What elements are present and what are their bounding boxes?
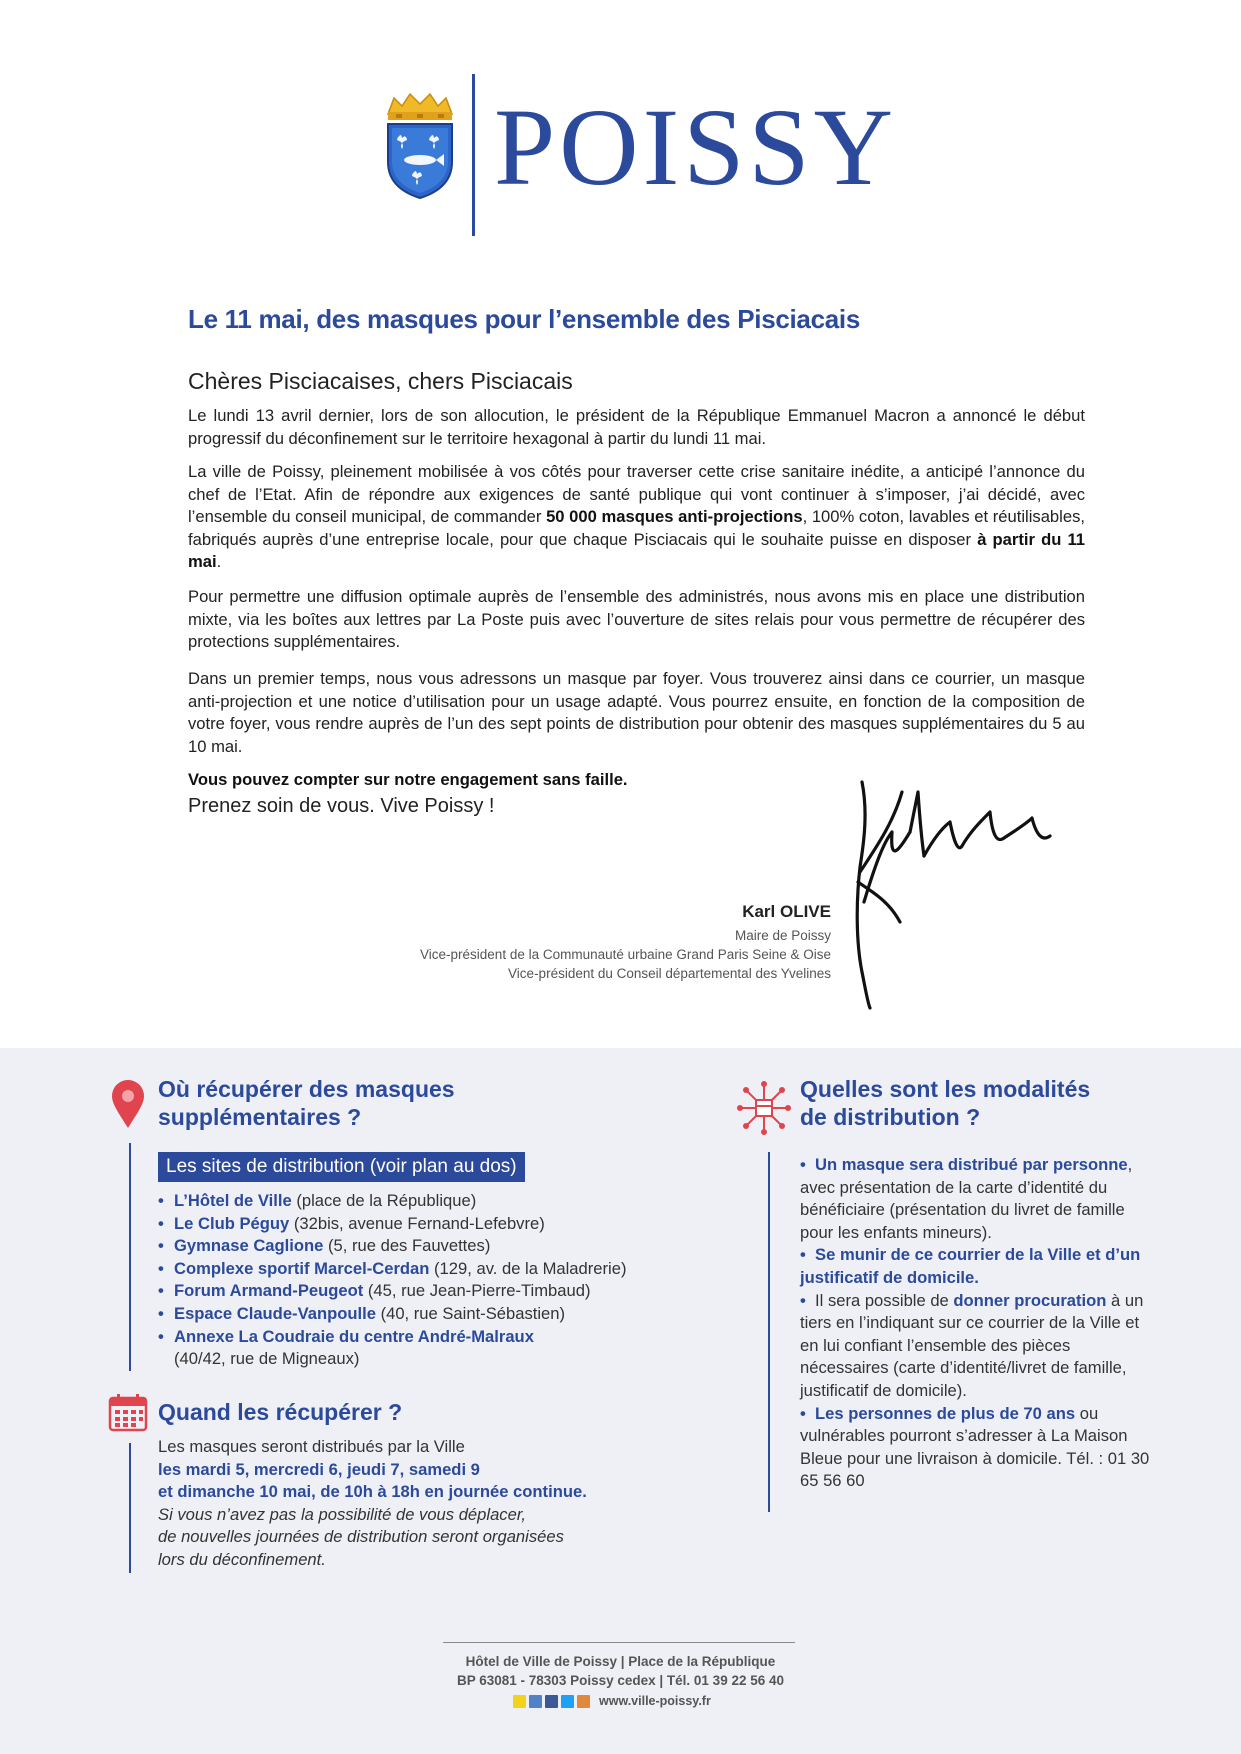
signatory-name: Karl OLIVE [742, 902, 831, 921]
city-coat-of-arms-icon [384, 92, 456, 200]
footer-rule [443, 1642, 795, 1643]
instagram-icon[interactable] [529, 1695, 542, 1708]
location-pin-icon [110, 1080, 146, 1130]
list-item: • Espace Claude-Vanpoulle (40, rue Saint-Sébastien) [158, 1303, 627, 1326]
calendar-icon [108, 1392, 148, 1432]
distribution-network-icon [736, 1080, 792, 1136]
paragraph-order: La ville de Poissy, pleinement mobilisée à vos côtés pour traverser cette crise sanitaire inédite, a anticipé l’annonce du chef de l’Etat. Afin de répondre aux exigences de santé publique qui vont continuer à s’imposer, j’ai décidé, avec l’ensemble du conseil municipal, de commander 50 000 masques anti-projections, 100% coton, lavables et réutilisables, fabriqués auprès d’une entreprise locale, pour que chaque Pisciacais qui le souhaite puisse en disposer à partir du 11 mai. [188, 462, 1086, 571]
list-item: • Le Club Péguy (32bis, avenue Fernand-Lefebvre) [158, 1213, 627, 1236]
website-link[interactable]: www.ville-poissy.fr [599, 1694, 711, 1708]
handwritten-signature [850, 772, 1060, 1012]
section-rule [129, 1143, 131, 1371]
list-item: • Gymnase Caglione (5, rue des Fauvettes) [158, 1235, 627, 1258]
closing-line: Prenez soin de vous. Vive Poissy ! [188, 795, 495, 817]
list-item: • Les personnes de plus de 70 ans ou vulnérables pourront s’adresser à La Maison Bleue pour une livraison à domicile. Tél. : 01 30 65 56 60 [800, 1403, 1150, 1491]
sites-list [158, 1190, 627, 1371]
list-item: • Forum Armand-Peugeot (45, rue Jean-Pierre-Timbaud) [158, 1280, 627, 1303]
list-item: • Se munir de ce courrier de la Ville et d’un justificatif de domicile. [800, 1245, 1141, 1287]
footer-contact: BP 63081 - 78303 Poissy cedex | Tél. 01 39 22 56 40 [456, 1673, 784, 1688]
footer-address: Hôtel de Ville de Poissy | Place de la République [465, 1654, 776, 1669]
signatory-role: Vice-président du Conseil départemental des Yvelines [508, 966, 831, 981]
page-title: Le 11 mai, des masques pour l’ensemble des Pisciacais [188, 304, 860, 334]
how-heading: Quelles sont les modalités de distribution ? [800, 1076, 1091, 1130]
footer-social [513, 1694, 711, 1708]
signatory-role: Maire de Poissy [734, 928, 831, 943]
engagement-line: Vous pouvez compter sur notre engagement sans faille. [188, 770, 628, 789]
list-item: • Un masque sera distribué par personne, avec présentation de la carte d’identité du bénéficiaire (présentation du livret de famille pour les enfants mineurs). [800, 1155, 1133, 1242]
when-text: Les masques seront distribués par la Ville les mardi 5, mercredi 6, jeudi 7, samedi 9 et dimanche 10 mai, de 10h à 18h en journée continue. Si vous n’avez pas la possibilité de vous déplacer, de nouvelles journées de distribution seront organisées lors du déconfinement. [158, 1437, 587, 1569]
paragraph-announcement: Le lundi 13 avril dernier, lors de son allocution, le président de la République Emmanuel Macron a annoncé le début progressif du déconfinement sur le territoire hexagonal à partir du lundi 11 mai. [188, 406, 1085, 448]
paragraph-first-mask: Dans un premier temps, nous vous adressons un masque par foyer. Vous trouverez ainsi dans ce courrier, un masque anti-projection et une notice d’utilisation pour un usage adapté. Vous pourrez ensuite, en fonction de la composition de votre foyer, vous rendre auprès de l’un des sept points de distribution pour obtenir des masques supplémentaires du 5 au 10 mai. [188, 669, 1085, 756]
paragraph-distribution: Pour permettre une diffusion optimale auprès de l’ensemble des administrés, nous avons mis en place une distribution mixte, via les boîtes aux lettres par La Poste puis avec l’ouverture de sites relais pour vous permettre de récupérer des protections supplémentaires. [188, 587, 1085, 651]
section-rule [768, 1152, 770, 1512]
city-wordmark: POISSY [494, 86, 898, 208]
when-heading: Quand les récupérer ? [158, 1399, 403, 1425]
list-item: • Complexe sportif Marcel-Cerdan (129, av. de la Maladrerie) [158, 1258, 627, 1281]
twitter-icon[interactable] [561, 1695, 574, 1708]
list-item: • Il sera possible de donner procuration à un tiers en l’indiquant sur ce courrier de la Ville et en lui confiant l’ensemble des pièces nécessaires (carte d’identité/livret de famille, justificatif de domicile). [800, 1290, 1144, 1400]
section-rule [129, 1443, 131, 1573]
facebook-icon[interactable] [545, 1695, 558, 1708]
snapchat-icon[interactable] [513, 1695, 526, 1708]
where-heading: Où récupérer des masques supplémentaires ? [158, 1076, 455, 1130]
signatory-role: Vice-président de la Communauté urbaine Grand Paris Seine & Oise [420, 947, 831, 962]
how-text [800, 1154, 1160, 1493]
list-item: • L’Hôtel de Ville (place de la République) [158, 1190, 627, 1213]
list-item: • Annexe La Coudraie du centre André-Malraux (40/42, rue de Migneaux) [158, 1326, 627, 1371]
salutation: Chères Pisciacaises, chers Pisciacais [188, 368, 573, 394]
youtube-icon[interactable] [577, 1695, 590, 1708]
sites-badge: Les sites de distribution (voir plan au dos) [158, 1152, 525, 1182]
logo-divider [472, 74, 475, 236]
